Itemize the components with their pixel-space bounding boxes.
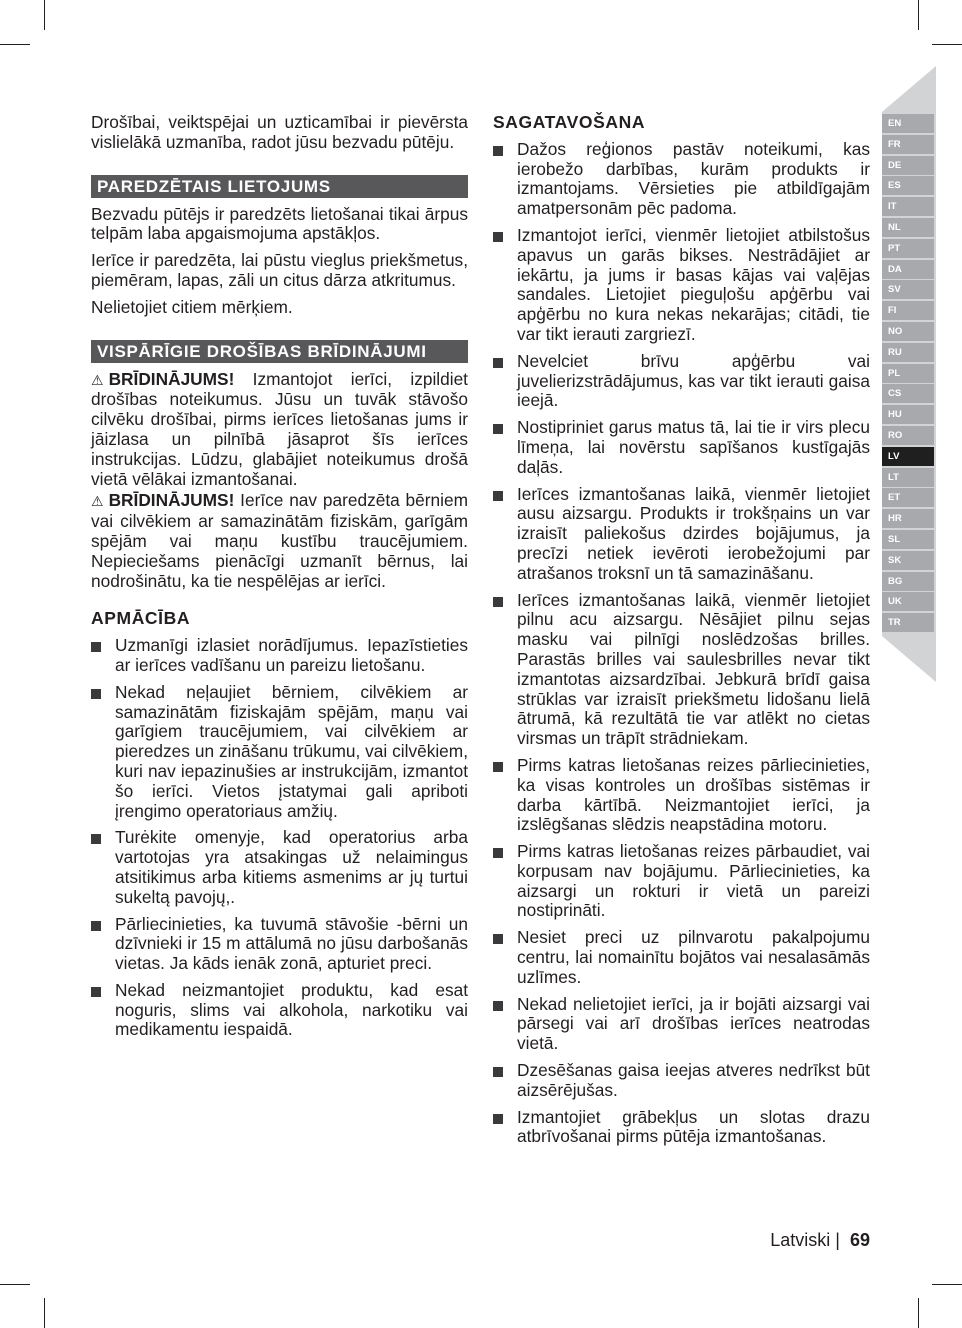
warning-triangle-icon: ⚠ [91, 493, 104, 510]
language-tab-it[interactable]: IT [882, 197, 934, 216]
list-item-text: Nekad neizmantojiet produktu, kad esat noguris, slims vai alkohola, narkotiku vai medikamentu iespaidā. [115, 979, 468, 1040]
language-tab-ro[interactable]: RO [882, 426, 934, 445]
square-bullet-icon [91, 834, 101, 844]
list-item [91, 981, 468, 1040]
list-item [493, 995, 870, 1054]
list-item-text: Ierīces izmantošanas laikā, vienmēr lietojiet pilnu acu aizsargu. Nēsājiet pilnu sejas masku vai pilnīgi noslēdzošas brilles. Parastās brilles vai saulesbrilles nevar tikt izmantotas aizsardzībai. Jebkurā brīdī gaisa strūklas var izraisīt priekšmetu lidošanu lielā ātrumā, kā rezultātā tie var atlēkt no cietas virsmas un trāpīt strādniekam. [517, 589, 870, 749]
section-heading-general-safety: VISPĀRĪGIE DROŠĪBAS BRĪDINĀJUMI [91, 340, 468, 363]
crop-mark [0, 44, 30, 45]
language-tab-lt[interactable]: LT [882, 468, 934, 487]
language-tab-hr[interactable]: HR [882, 509, 934, 528]
language-tab-sv[interactable]: SV [882, 280, 934, 299]
paragraph: Ierīce ir paredzēta, lai pūstu vieglus priekšmetus, piemēram, lapas, zāli un citus dārza atkritumus. [91, 250, 468, 290]
list-item-text: Dažos reģionos pastāv noteikumi, kas ierobežo darbības, kurām produkts ir izmantojams. Vērsieties pie atbildīgajām amatpersonām pēc padoma. [517, 138, 870, 219]
square-bullet-icon [91, 642, 101, 652]
language-tab-lv[interactable]: LV [882, 447, 934, 466]
square-bullet-icon [91, 689, 101, 699]
language-tab-cs[interactable]: CS [882, 384, 934, 403]
list-item [493, 352, 870, 411]
list-item [91, 683, 468, 822]
language-tab-de[interactable]: DE [882, 156, 934, 175]
language-tab-no[interactable]: NO [882, 322, 934, 341]
square-bullet-icon [493, 358, 503, 368]
left-column [91, 113, 468, 1047]
language-tab-en[interactable]: EN [882, 114, 934, 133]
crop-mark [932, 44, 962, 45]
list-item-text: Pārliecinieties, ka tuvumā stāvošie -bērni un dzīvnieki ir 15 m attālumā no jūsu darbošanās vietas. Ja kāds ienāk zonā, apturiet preci. [115, 913, 468, 974]
square-bullet-icon [91, 921, 101, 931]
language-tab-sk[interactable]: SK [882, 551, 934, 570]
warning-text: Ierīce nav paredzēta bērniem vai cilvēkiem ar samazinātām fiziskām, garīgām spējām vai maņu kustību traucējumiem. Nepieciešams pienācīgi uzmanīt bērnus, lai nodrošinātu, ka tie nespēlējas ar ierīci. [91, 490, 468, 591]
list-item [493, 756, 870, 835]
list-item-text: Uzmanīgi izlasiet norādījumus. Iepazīstieties ar ierīces vadīšanu un pareizu lietošanu. [115, 635, 468, 675]
warning-paragraph [91, 491, 468, 591]
list-item [493, 485, 870, 584]
preparation-list [493, 140, 870, 1147]
language-tab-uk[interactable]: UK [882, 592, 934, 611]
list-item [91, 915, 468, 974]
square-bullet-icon [493, 1001, 503, 1011]
language-tab-da[interactable]: DA [882, 260, 934, 279]
footer-language: Latviski | [770, 1230, 840, 1250]
warning-paragraph [91, 370, 468, 490]
language-tab-pt[interactable]: PT [882, 239, 934, 258]
list-item-text: Izmantojot ierīci, vienmēr lietojiet atbilstošus apavus un garās bikses. Nestrādājiet ar iekārtu, ja jums ir basas kājas vai vaļējas sandales. Lietojiet pieguļošu apģērbu vai apģērbu no kura nekas nekarājas; citādi, tie var tikt ierauti zargriezī. [517, 224, 870, 344]
square-bullet-icon [493, 848, 503, 858]
list-item [91, 636, 468, 676]
list-item [493, 928, 870, 987]
list-item-text: Pirms katras lietošanas reizes pārliecinieties, ka visas kontroles un drošības sistēmas ir darba kārtībā. Neizmantojiet ierīci, ja izslēgšanas slēdzis neapstādina motoru. [517, 754, 870, 835]
crop-mark [918, 0, 919, 30]
language-tab-tr[interactable]: TR [882, 613, 934, 632]
square-bullet-icon [91, 987, 101, 997]
paragraph: Bezvadu pūtējs ir paredzēts lietošanai tikai ārpus telpām laba apgaismojuma apstākļos. [91, 203, 468, 244]
warning-text: Izmantojot ierīci, izpildiet drošības noteikumus. Jūsu un tuvāk stāvošo cilvēku drošībai, pirms ierīces lietošanas jums ir jāizlasa un pilnībā jāsaprot šīs ierīces instrukcijas. Lūdzu, glabājiet noteikumus drošā vietā vēlākai izmantošanai. [91, 368, 468, 489]
warning-label: BRĪDINĀJUMS! [108, 368, 235, 389]
square-bullet-icon [493, 762, 503, 772]
square-bullet-icon [493, 232, 503, 242]
section-heading-preparation: SAGATAVOŠANA [493, 112, 646, 132]
square-bullet-icon [493, 491, 503, 501]
list-item-text: Pirms katras lietošanas reizes pārbaudiet, vai korpusam nav bojājumu. Pārliecinieties, ka aizsargi un rokturi ir vietā un pareizi nostiprināti. [517, 841, 870, 921]
square-bullet-icon [493, 934, 503, 944]
language-tab-bg[interactable]: BG [882, 572, 934, 591]
crop-mark [932, 1284, 962, 1285]
crop-mark [0, 1284, 30, 1285]
list-item [493, 418, 870, 477]
square-bullet-icon [493, 1067, 503, 1077]
list-item-text: Nesiet preci uz pilnvarotu pakalpojumu centru, lai nomainītu bojātos vai nesalasāmās uzlīmes. [517, 927, 870, 987]
list-item-text: Dzesēšanas gaisa ieejas atveres nedrīkst būt aizsērējušas. [517, 1060, 870, 1100]
language-tab-fi[interactable]: FI [882, 301, 934, 320]
warning-label: BRĪDINĀJUMS! [108, 490, 235, 511]
square-bullet-icon [493, 1114, 503, 1124]
list-item [493, 1108, 870, 1148]
intro-paragraph: Drošībai, veiktspējai un uzticamībai ir pievērsta vislielākā uzmanība, radot jūsu bezvadu pūtēju. [91, 112, 468, 152]
square-bullet-icon [493, 424, 503, 434]
language-tab-fr[interactable]: FR [882, 135, 934, 154]
list-item [91, 828, 468, 907]
page-footer [770, 1230, 870, 1251]
square-bullet-icon [493, 146, 503, 156]
square-bullet-icon [493, 597, 503, 607]
list-item [493, 842, 870, 921]
language-tab-es[interactable]: ES [882, 176, 934, 195]
list-item-text: Ierīces izmantošanas laikā, vienmēr lietojiet ausu aizsargu. Produkts ir trokšņains un var izraisīt paliekošus dzirdes bojājumus, ja precīzi netiek ievēroti ierobežojumi par atrašanos troksnī un tā samazināšanu. [517, 483, 870, 583]
language-tab-nl[interactable]: NL [882, 218, 934, 237]
language-tab-et[interactable]: ET [882, 488, 934, 507]
paragraph: Nelietojiet citiem mērķiem. [91, 296, 293, 317]
section-heading-training: APMĀCĪBA [91, 608, 191, 629]
list-item [493, 140, 870, 219]
section-heading-intended-use: PAREDZĒTAIS LIETOJUMS [91, 175, 468, 198]
language-tab-ru[interactable]: RU [882, 343, 934, 362]
list-item-text: Nostipriniet garus matus tā, lai tie ir virs plecu līmeņa, lai novērstu sapīšanos kustīgajās daļās. [517, 417, 870, 477]
list-item-text: Izmantojiet grābekļus un slotas drazu atbrīvošanai pirms pūtēja izmantošanas. [517, 1106, 870, 1147]
list-item-text: Nevelciet brīvu apģērbu vai juvelierizstrādājumus, kas var tikt ierauti gaisa ieejā. [517, 350, 870, 411]
warning-triangle-icon: ⚠ [91, 371, 104, 388]
crop-mark [44, 0, 45, 30]
list-item [493, 591, 870, 749]
crop-mark [44, 1298, 45, 1328]
list-item [493, 226, 870, 345]
language-tab-pl[interactable]: PL [882, 364, 934, 383]
language-tab-sl[interactable]: SL [882, 530, 934, 549]
page-number: 69 [849, 1230, 870, 1250]
list-item-text: Nekad nelietojiet ierīci, ja ir bojāti aizsargi vai pārsegi vai arī drošības ierīces neatrodas vietā. [517, 993, 870, 1054]
right-column [493, 113, 870, 1154]
crop-mark [918, 1298, 919, 1328]
training-list [91, 636, 468, 1040]
list-item [493, 1061, 870, 1101]
list-item-text: Nekad neļaujiet bērniem, cilvēkiem ar samazinātām fiziskajām spējām, maņu vai garīgiem traucējumiem, vai cilvēkiem ar pieredzes un zināšanu trūkumu, vai cilvēkiem, kuri nav iepazinušies ar instrukcijām, izmantot šo ierīci. Vietos įstatymai gali apriboti įrengimo operatoriaus amžių. [115, 681, 468, 821]
language-tab-panel [882, 66, 936, 682]
list-item-text: Turėkite omenyje, kad operatorius arba vartotojas yra atsakingas už nelaimingus atsitikimus arba kitiems asmenims ar jų turtui sukeltą pavojų,. [115, 827, 468, 907]
language-tab-hu[interactable]: HU [882, 405, 934, 424]
